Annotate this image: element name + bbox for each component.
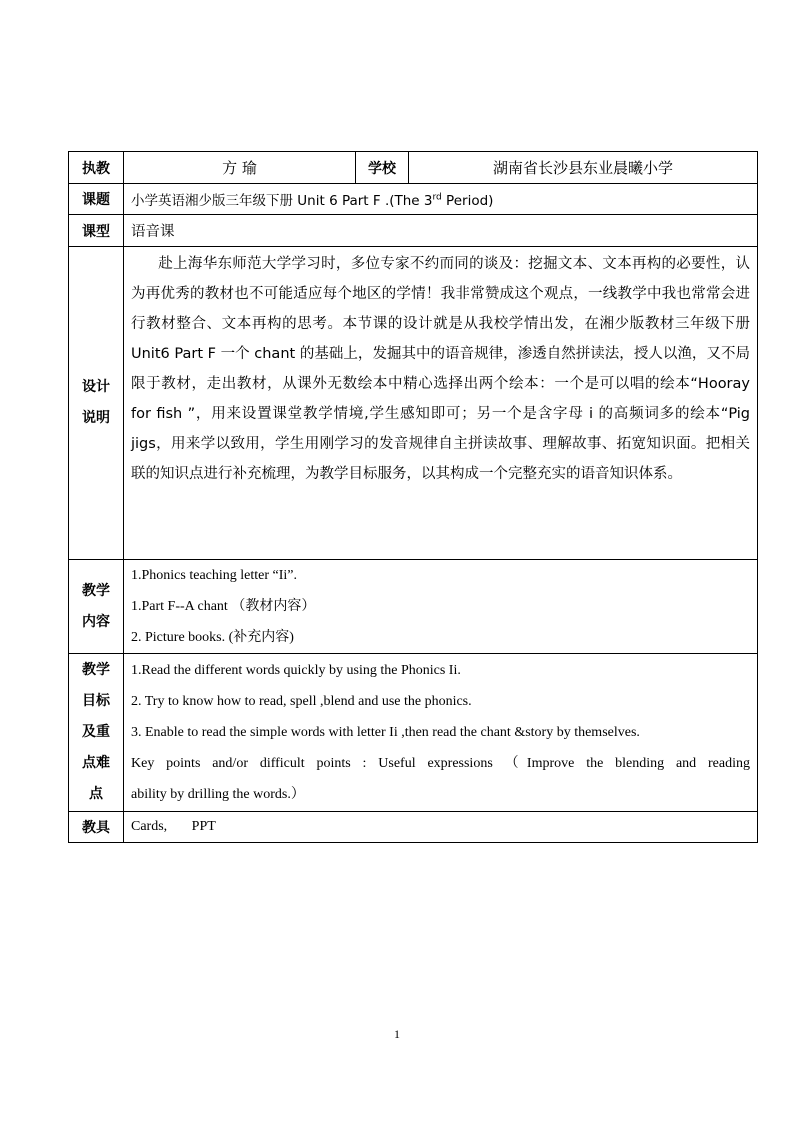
topic-label: 课题 (69, 184, 124, 215)
topic-superscript: rd (432, 192, 442, 203)
goal-item-1: 1.Read the different words quickly by using the Phonics Ii. (131, 663, 461, 678)
tools-value: Cards, PPT (124, 812, 758, 843)
goals-label-line5: 点 (89, 786, 103, 802)
design-label-line2: 说明 (82, 410, 110, 426)
header-row (69, 152, 758, 184)
goals-cell (124, 654, 758, 812)
design-row (69, 247, 758, 560)
content-label-line2: 内容 (82, 613, 110, 630)
goal-item-2: 2. Try to know how to read, spell ,blend and use the phonics. (131, 694, 472, 709)
design-label (69, 247, 124, 560)
content-item-3: 2. Picture books. (补充内容) (131, 630, 294, 645)
content-label (69, 560, 124, 654)
goals-label-line4: 点难 (82, 755, 110, 771)
topic-suffix: Period) (441, 193, 494, 209)
goal-item-4: Key points and/or difficult points : Useful expressions （Improve the blending and reading (131, 756, 750, 771)
content-item-1: 1.Phonics teaching letter “Ii”. (131, 568, 297, 583)
design-label-line1: 设计 (82, 379, 110, 395)
design-paragraph (131, 247, 750, 509)
teacher-name: 方 瑜 (124, 152, 356, 184)
goals-label-line1: 教学 (82, 662, 110, 678)
goals-label-line2: 目标 (82, 693, 110, 709)
content-row (69, 560, 758, 654)
goals-label (69, 654, 124, 812)
topic-value (124, 184, 758, 215)
topic-row (69, 184, 758, 215)
tools-label: 教具 (69, 812, 124, 843)
design-cell (124, 247, 758, 560)
content-label-line1: 教学 (82, 582, 110, 599)
teacher-label: 执教 (69, 152, 124, 184)
tools-row (69, 812, 758, 843)
lesson-type-label: 课型 (69, 215, 124, 247)
school-name: 湖南省长沙县东业晨曦小学 (409, 152, 758, 184)
design-text: 赴上海华东师范大学学习时，多位专家不约而同的谈及：挖掘文本、文本再构的必要性，认为再优秀的教材也不可能适应每个地区的学情！我非常赞成这个观点，一线教学中我也常常会进行教材整合、文本再构的思考。本节课的设计就是从我校学情出发，在湘少版教材三年级下册 Unit6 Part F 一个 chant 的基础上，发掘其中的语音规律，渗透自然拼读法，授人以渔，又不局限于教材，走出教材，从课外无数绘本中精心选择出两个绘本：一个是可以唱的绘本“Hooray for fish ”，用来设置课堂教学情境,学生感知即可；另一个是含字母 i 的高频词多的绘本“Pig jigs，用来学以致用，学生用刚学习的发音规律自主拼读故事、理解故事、拓宽知识面。把相关联的知识点进行补充梳理，为教学目标服务，以其构成一个完整充实的语音知识体系。 (131, 256, 750, 482)
lesson-type-row (69, 215, 758, 247)
school-label: 学校 (356, 152, 409, 184)
topic-text: 小学英语湘少版三年级下册 Unit 6 Part F .(The 3 (131, 193, 433, 209)
goal-item-3: 3. Enable to read the simple words with letter Ii ,then read the chant &story by themselves. (131, 725, 640, 740)
lesson-type-value: 语音课 (124, 215, 758, 247)
lesson-plan-table (68, 151, 758, 843)
page-number: 1 (394, 1027, 400, 1041)
content-item-2: 1.Part F--A chant （教材内容） (131, 599, 316, 614)
content-cell (124, 560, 758, 654)
goals-row (69, 654, 758, 812)
goal-item-5: ability by drilling the words.） (131, 787, 305, 802)
goals-label-line3: 及重 (82, 724, 110, 740)
